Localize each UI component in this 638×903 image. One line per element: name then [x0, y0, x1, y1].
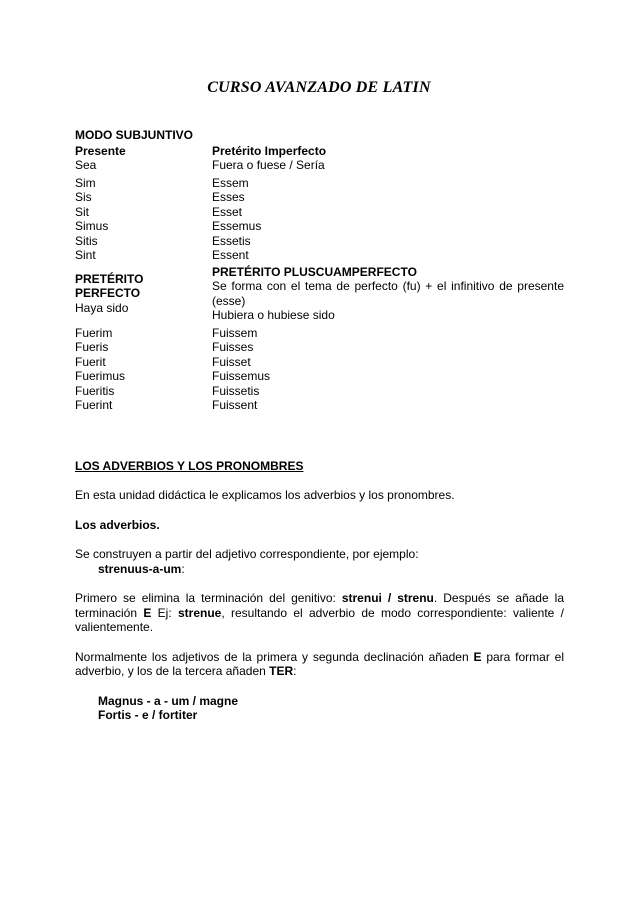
pluperfect-form: Fuissemus: [212, 369, 271, 383]
adverbs-paragraph-1-example: [75, 562, 564, 577]
example-suffix: :: [181, 561, 185, 576]
text-run: para formar el adverbio, y los de la tercera añaden: [75, 649, 565, 678]
text-run: Normalmente los adjetivos de la primera y segunda declinación añaden: [75, 649, 474, 664]
text-run-bold: strenue: [177, 605, 222, 620]
perfect-form: Fuerit: [75, 354, 106, 369]
perfect-heading-line1: PRETÉRITO: [75, 271, 144, 286]
text-run: :: [293, 664, 297, 678]
imperfect-form: Essetis: [212, 233, 251, 248]
imperfect-form: Essemus: [212, 219, 262, 233]
pluperfect-form: Fuisses: [212, 340, 254, 354]
adverbs-paragraph-2: [75, 591, 564, 635]
perfect-form: Fuerim: [75, 325, 113, 340]
document-body: [75, 128, 564, 723]
perfect-form: Fueris: [75, 340, 109, 354]
adverb-example: Fortis - e / fortiter: [98, 708, 198, 722]
pluperfect-heading: PRETÉRITO PLUSCUAMPERFECTO: [212, 264, 417, 279]
text-run-bold: TER: [269, 664, 294, 678]
imperfect-form: Esses: [212, 190, 245, 204]
present-form: Sim: [75, 175, 96, 190]
imperfect-form: Essem: [212, 175, 249, 190]
text-run: . Después se añade la terminación: [75, 591, 565, 620]
present-form: Simus: [75, 219, 109, 233]
present-form: Sit: [75, 204, 90, 219]
pluperfect-form: Fuissem: [212, 325, 258, 340]
perfect-form: Fuerimus: [75, 369, 126, 383]
text-run-bold: strenui / strenu: [341, 591, 434, 605]
text-run: Primero se elimina la terminación del genitivo:: [75, 591, 342, 605]
document-title: CURSO AVANZADO DE LATIN: [207, 79, 431, 96]
perfect-heading-line2: PERFECTO: [75, 286, 141, 300]
imperfect-form: Essent: [212, 248, 249, 262]
perfect-form: Fuerint: [75, 398, 113, 412]
perfect-meaning: Haya sido: [75, 300, 129, 315]
adverb-example: Magnus - a - um / magne: [98, 693, 239, 708]
example-word: strenuus-a-um: [98, 561, 182, 576]
pluperfect-form: Fuissent: [212, 398, 258, 412]
text-run: Ej:: [151, 605, 178, 620]
present-meaning: Sea: [75, 158, 97, 172]
present-form: Sitis: [75, 233, 98, 248]
adverbs-paragraph-1: Se construyen a partir del adjetivo correspondiente, por ejemplo:: [75, 547, 419, 561]
adverbs-paragraph-3: [75, 650, 564, 679]
text-run-bold: E: [473, 649, 482, 664]
imperfect-heading: Pretérito Imperfecto: [212, 143, 327, 158]
text-run-bold: E: [143, 605, 152, 620]
present-form: Sint: [75, 248, 96, 262]
adverbs-subheading: Los adverbios.: [75, 517, 160, 532]
imperfect-meaning: Fuera o fuese / Sería: [212, 158, 325, 172]
pluperfect-form: Fuisset: [212, 354, 251, 369]
imperfect-form: Esset: [212, 204, 243, 219]
adverbs-section-heading: LOS ADVERBIOS Y LOS PRONOMBRES: [75, 458, 304, 473]
present-form: Sis: [75, 190, 92, 204]
text-run: , resultando el adverbio de modo correspondiente: valiente / valientemente.: [75, 605, 564, 634]
perfect-form: Fueritis: [75, 383, 115, 398]
pluperfect-description: Se forma con el tema de perfecto (fu) + el infinitivo de presente (esse): [212, 279, 564, 308]
subjunctive-heading: MODO SUBJUNTIVO: [75, 128, 194, 142]
present-heading: Presente: [75, 143, 126, 158]
pluperfect-meaning: Hubiera o hubiese sido: [212, 308, 335, 322]
adverbs-intro: En esta unidad didáctica le explicamos los adverbios y los pronombres.: [75, 488, 455, 502]
pluperfect-form: Fuissetis: [212, 383, 260, 398]
